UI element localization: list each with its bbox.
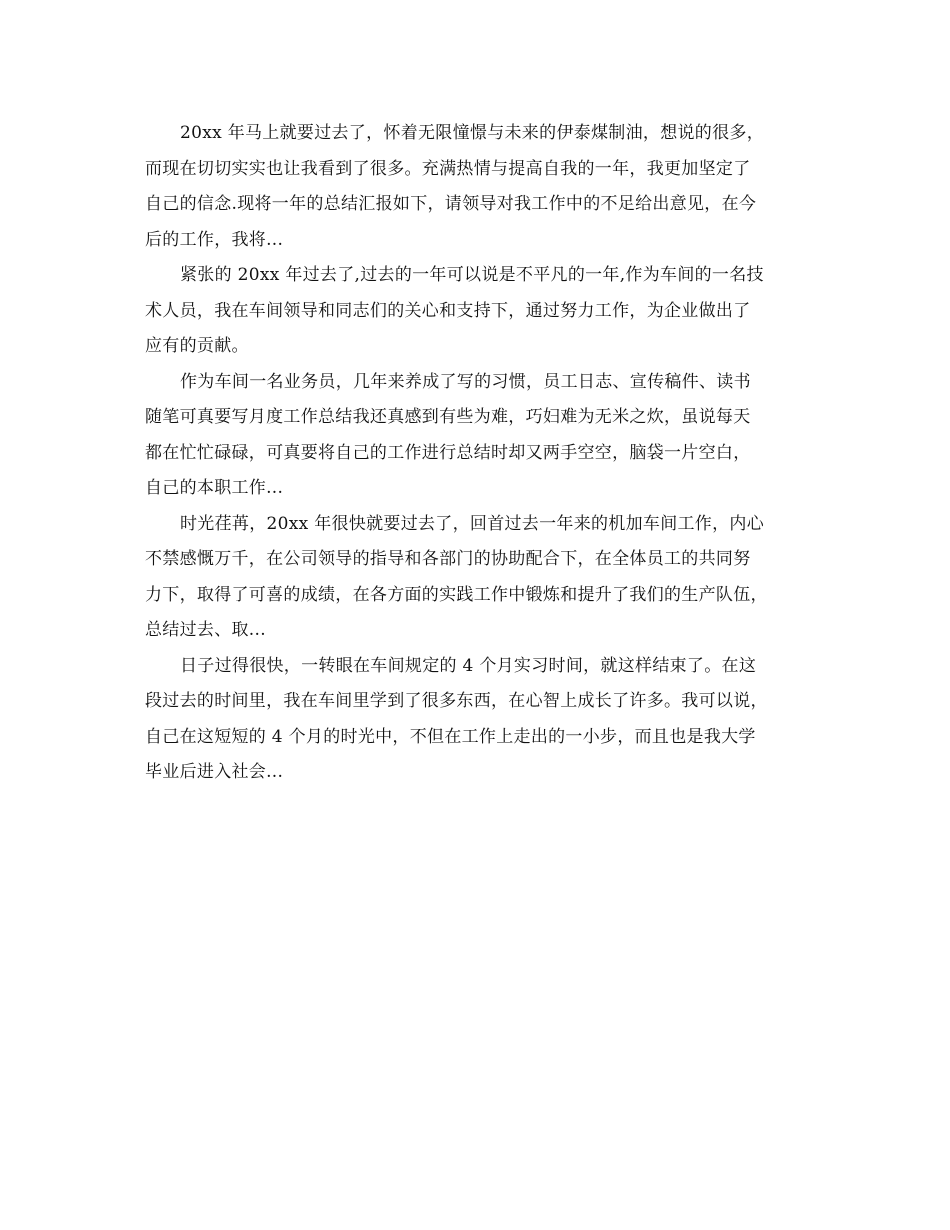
paragraph-line: 而现在切切实实也让我看到了很多。充满热情与提高自我的一年，我更加坚定了: [145, 158, 751, 179]
paragraph-line: 力下，取得了可喜的成绩，在各方面的实践工作中锻炼和提升了我们的生产队伍，: [145, 584, 768, 605]
paragraph-line: 作为车间一名业务员，几年来养成了写的习惯，员工日志、宣传稿件、读书: [180, 371, 751, 392]
paragraph-line: 日子过得很快，一转眼在车间规定的 4 个月实习时间，就这样结束了。在这: [180, 655, 757, 676]
paragraph-line: 毕业后进入社会...: [145, 762, 284, 782]
paragraph-1: [145, 116, 809, 258]
paragraph-5: [145, 649, 809, 791]
paragraph-line: 自己的本职工作...: [145, 478, 284, 498]
paragraph-line: 20xx 年马上就要过去了，怀着无限憧憬与未来的伊泰煤制油，想说的很多，: [180, 123, 765, 143]
paragraph-4: [145, 507, 809, 649]
paragraph-line: 自己在这短短的 4 个月的时光中，不但在工作上走出的一小步，而且也是我大学: [145, 726, 756, 747]
paragraph-2: [145, 258, 809, 365]
paragraph-line: 总结过去、取...: [145, 620, 266, 640]
document-body: [145, 116, 809, 791]
paragraph-line: 不禁感慨万千，在公司领导的指导和各部门的协助配合下，在全体员工的共同努: [145, 549, 751, 569]
paragraph-line: 紧张的 20xx 年过去了,过去的一年可以说是不平凡的一年,作为车间的一名技: [180, 265, 764, 285]
paragraph-line: 自己的信念.现将一年的总结汇报如下，请领导对我工作中的不足给出意见，在今: [145, 194, 757, 214]
paragraph-line: 应有的贡献。: [145, 336, 249, 356]
paragraph-line: 都在忙忙碌碌，可真要将自己的工作进行总结时却又两手空空，脑袋一片空白，: [145, 442, 751, 463]
paragraph-line: 时光荏苒，20xx 年很快就要过去了，回首过去一年来的机加车间工作，内心: [180, 513, 765, 534]
paragraph-line: 后的工作，我将...: [145, 229, 284, 250]
paragraph-line: 段过去的时间里，我在车间里学到了很多东西，在心智上成长了许多。我可以说，: [145, 691, 768, 711]
paragraph-3: [145, 365, 809, 507]
paragraph-line: 随笔可真要写月度工作总结我还真感到有些为难，巧妇难为无米之炊，虽说每天: [145, 407, 751, 427]
paragraph-line: 术人员，我在车间领导和同志们的关心和支持下，通过努力工作，为企业做出了: [145, 300, 751, 321]
